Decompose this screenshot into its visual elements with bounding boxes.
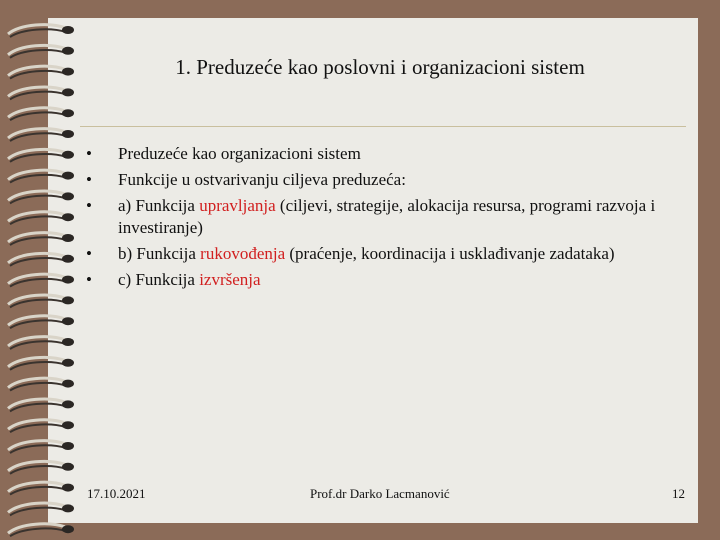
bullet-item: [86, 269, 686, 291]
binding-ring: [8, 337, 74, 349]
binding-ring: [8, 461, 74, 473]
binding-ring: [8, 253, 74, 265]
bullet-dot: •: [86, 170, 92, 189]
slide-number: 12: [672, 486, 685, 501]
binding-ring: [8, 503, 74, 515]
bullet-item: [86, 195, 686, 239]
binding-ring: [8, 316, 74, 328]
bullet-text: Preduzeće kao organizacioni sistem: [118, 144, 361, 163]
footer-date: 17.10.2021: [87, 486, 146, 501]
bullet-item: [86, 243, 686, 265]
binding-ring: [8, 482, 74, 494]
title-divider: [80, 126, 686, 127]
bullet-item: [86, 169, 686, 191]
binding-ring: [8, 87, 74, 99]
bullet-highlight: izvršenja: [199, 270, 261, 289]
bullet-text-post: (praćenje, koordinacija i usklađivanje zadataka): [285, 244, 615, 263]
spiral-binding: [0, 0, 90, 540]
binding-ring: [8, 274, 74, 286]
binding-ring: [8, 378, 74, 390]
binding-ring: [8, 399, 74, 411]
bullet-item: [86, 143, 686, 165]
bullet-text-post: (ciljevi, strategije, alokacija resursa, programi razvoja i investiranje): [118, 196, 656, 237]
bullet-highlight: upravljanja: [199, 196, 276, 215]
binding-ring: [8, 212, 74, 224]
binding-ring: [8, 357, 74, 369]
bullet-dot: •: [86, 244, 92, 263]
binding-ring: [8, 191, 74, 203]
binding-ring: [8, 295, 74, 307]
binding-ring: [8, 233, 74, 245]
binding-ring: [8, 149, 74, 161]
bullet-dot: •: [86, 196, 92, 215]
binding-ring: [8, 108, 74, 120]
bullet-text: Funkcije u ostvarivanju ciljeva preduzeća:: [118, 170, 406, 189]
binding-ring: [8, 170, 74, 182]
bullet-text-pre: b) Funkcija: [118, 244, 201, 263]
bullet-highlight: rukovođenja: [200, 244, 286, 263]
bullet-dot: •: [86, 270, 92, 289]
bullet-list: [86, 143, 686, 295]
binding-ring: [8, 441, 74, 453]
binding-ring: [8, 420, 74, 432]
bullet-text-pre: a) Funkcija: [118, 196, 200, 215]
bullet-text-pre: c) Funkcija: [118, 270, 200, 289]
binding-ring: [8, 524, 74, 536]
bullet-dot: •: [86, 144, 92, 163]
slide-title: 1. Preduzeće kao poslovni i organizacioni sistem: [175, 55, 585, 79]
binding-ring: [8, 129, 74, 141]
footer-author: Prof.dr Darko Lacmanović: [310, 486, 450, 501]
binding-ring: [8, 25, 74, 37]
